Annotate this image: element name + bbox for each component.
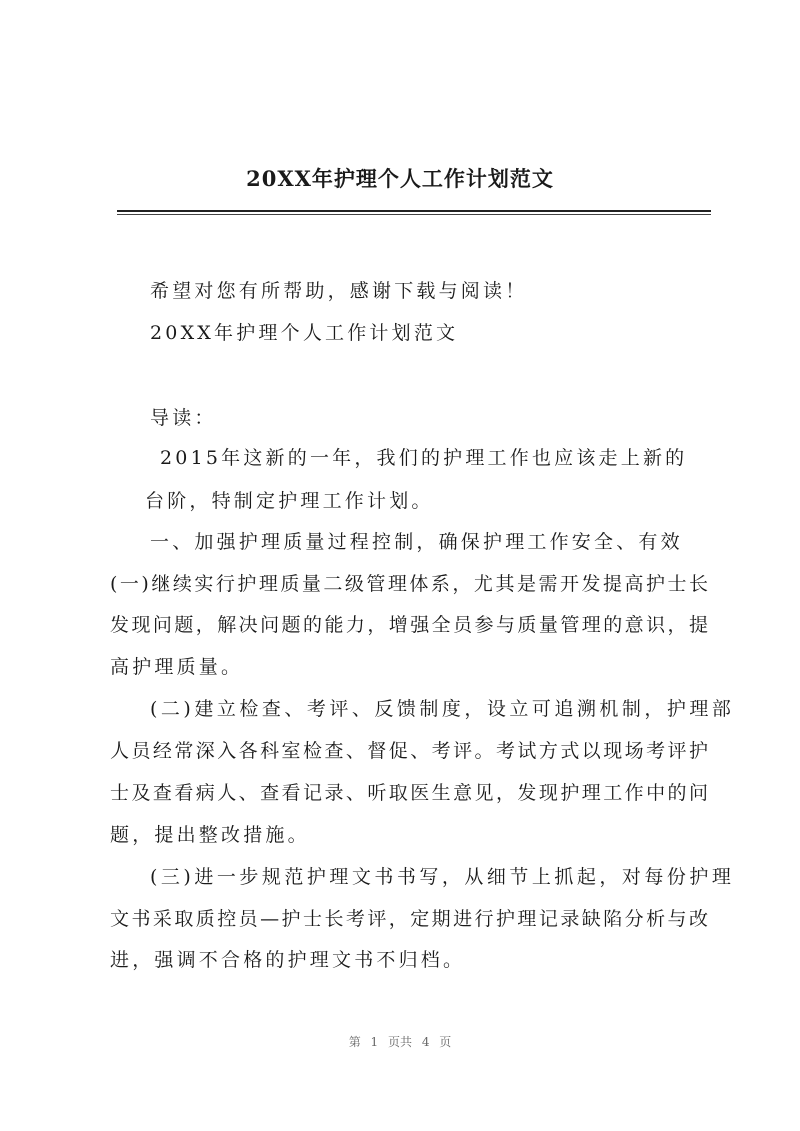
text-line: 希望对您有所帮助，感谢下载与阅读！ xyxy=(150,280,528,302)
text-line: 导读： xyxy=(150,407,217,429)
text-line: (二)建立检查、考评、反馈制度，设立可追溯机制，护理部 xyxy=(150,698,735,720)
document-title: 20XX年护理个人工作计划范文 xyxy=(246,166,554,191)
text-line: 题，提出整改措施。 xyxy=(110,824,310,846)
text-line: 发现问题，解决问题的能力，增强全员参与质量管理的意识，提 xyxy=(110,614,710,636)
text-line: 20XX年护理个人工作计划范文 xyxy=(150,322,459,344)
text-line: 一、加强护理质量过程控制，确保护理工作安全、有效 xyxy=(150,531,683,553)
text-line: 高护理质量。 xyxy=(110,656,244,678)
text-line: 2015年这新的一年，我们的护理工作也应该走上新的 xyxy=(160,447,688,469)
title-rule xyxy=(117,210,711,212)
text-line: 人员经常深入各科室检查、督促、考评。考试方式以现场考评护 xyxy=(110,740,710,762)
text-line: 台阶，特制定护理工作计划。 xyxy=(145,490,434,512)
text-line: 文书采取质控员—护士长考评，定期进行护理记录缺陷分析与改 xyxy=(110,908,710,930)
page-footer: 第 1 页共 4 页 xyxy=(348,1035,452,1049)
text-line: (一)继续实行护理质量二级管理体系，尤其是需开发提高护士长 xyxy=(110,573,710,595)
text-line: 进，强调不合格的护理文书不归档。 xyxy=(110,949,466,971)
text-line: (三)进一步规范护理文书书写，从细节上抓起，对每份护理 xyxy=(150,866,735,888)
text-line: 士及查看病人、查看记录、听取医生意见，发现护理工作中的问 xyxy=(110,782,710,804)
title-rule-thin xyxy=(117,214,711,215)
